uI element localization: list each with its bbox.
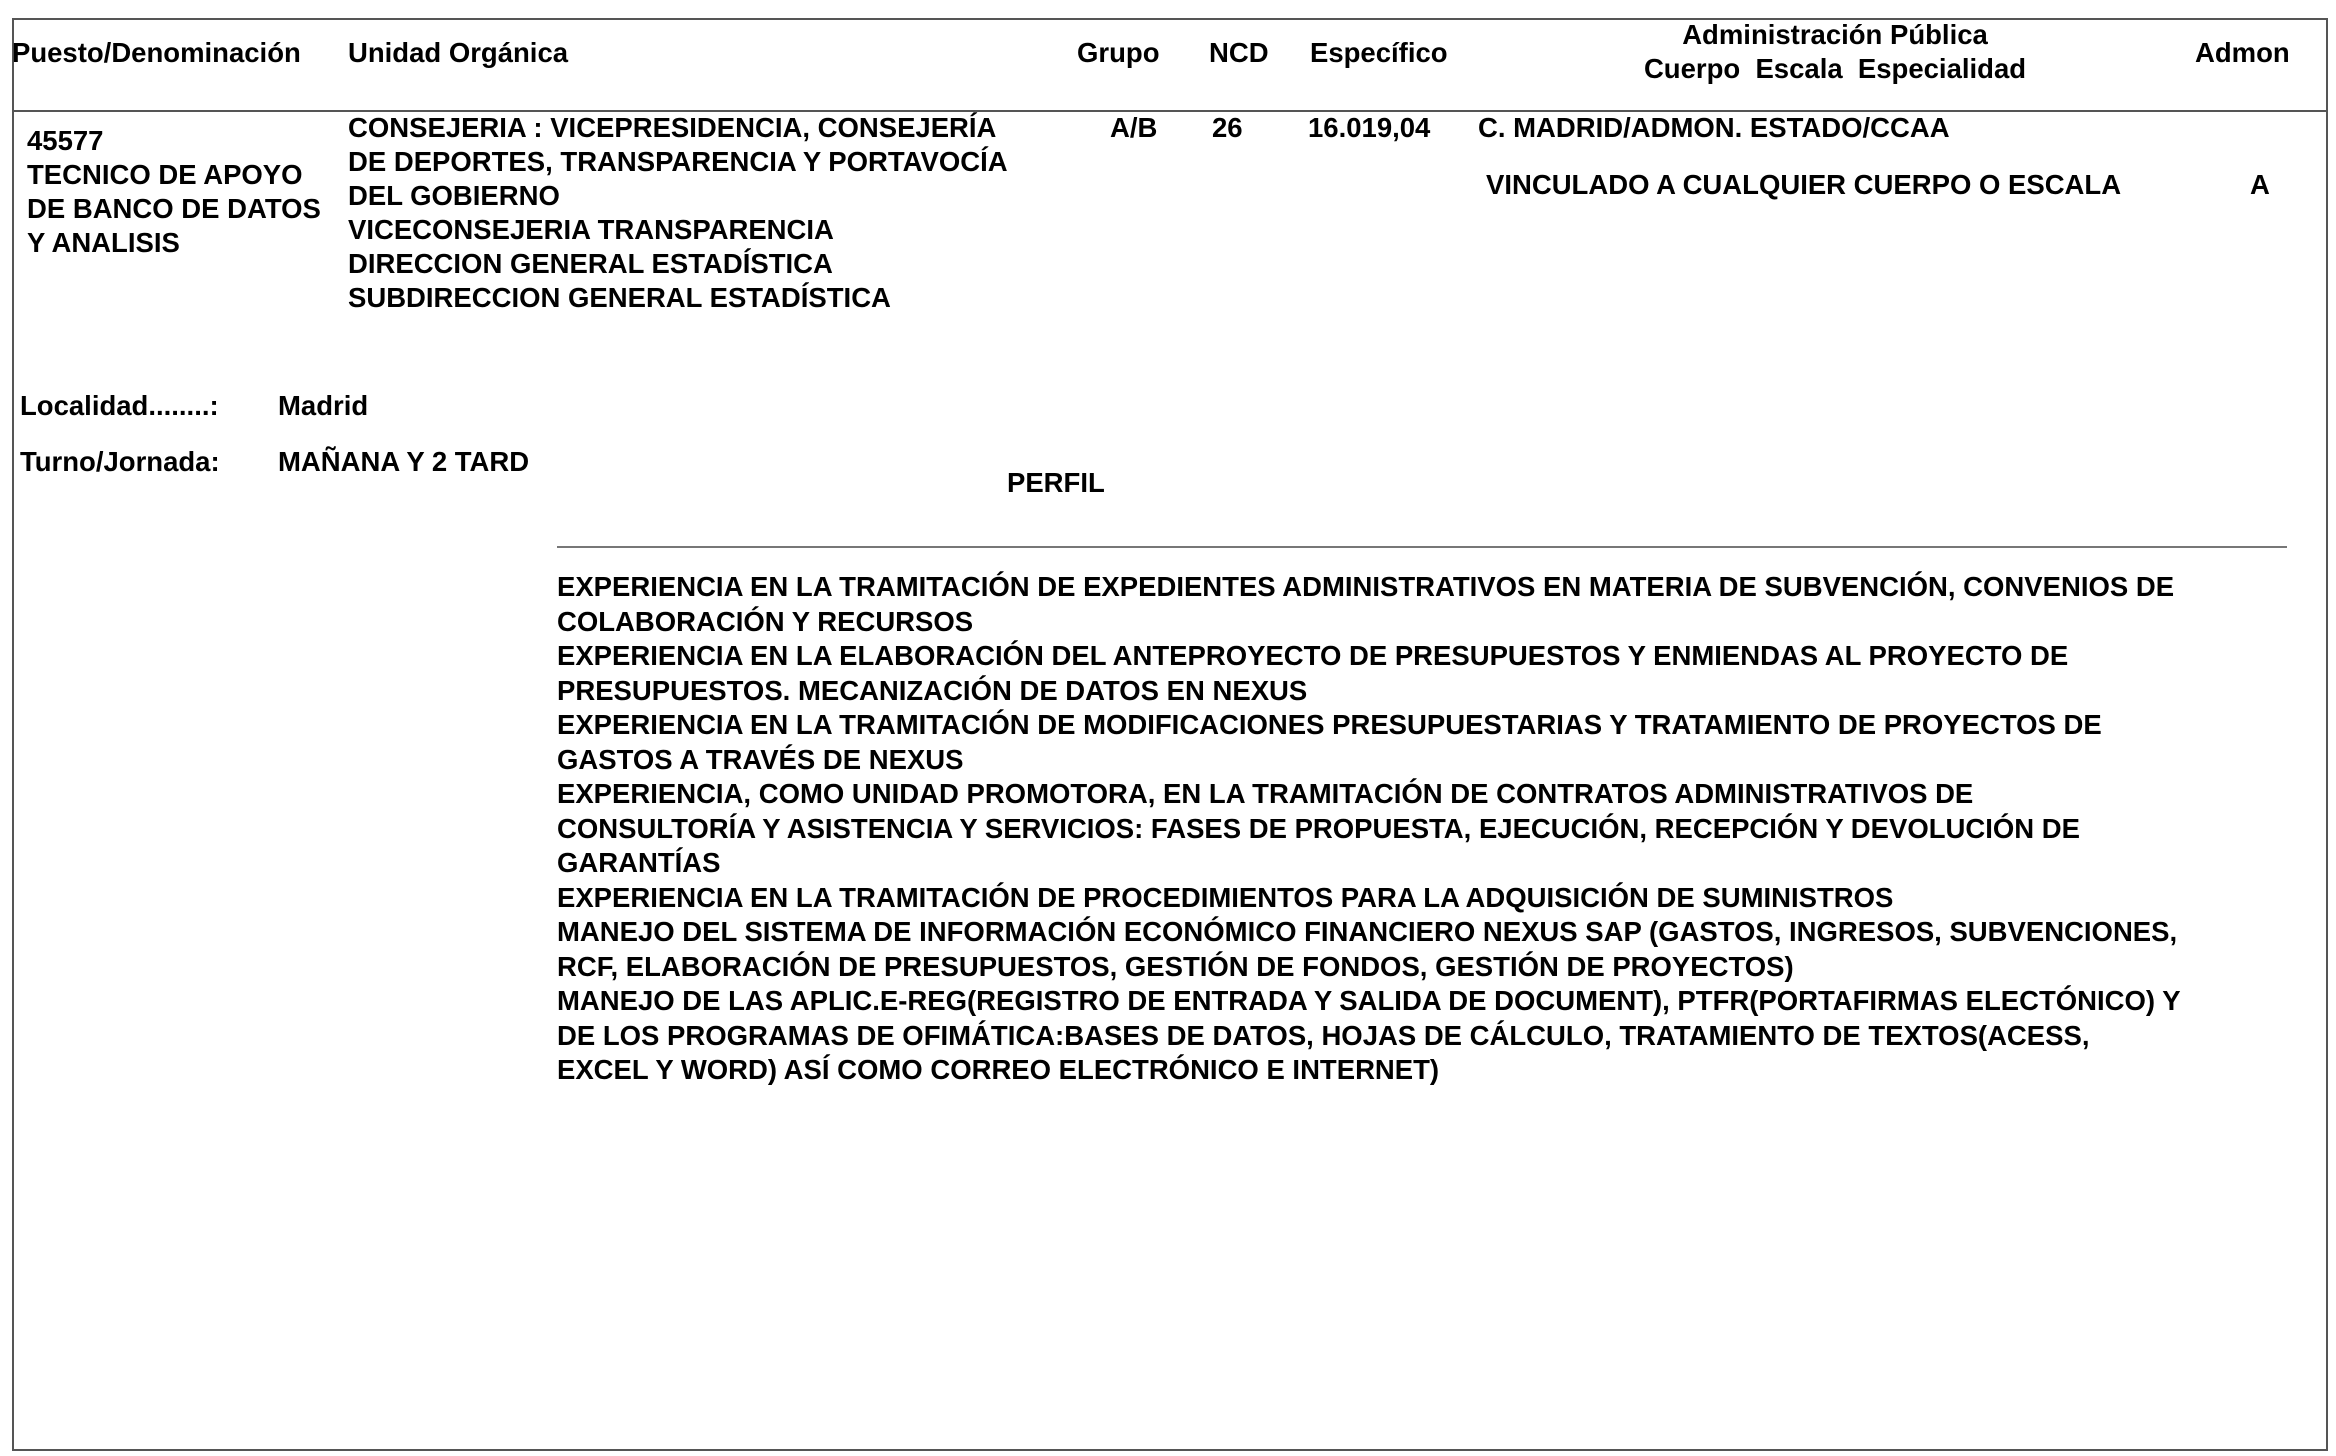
perfil-line: GASTOS A TRAVÉS DE NEXUS — [557, 743, 964, 775]
record-denominacion-line: DE BANCO DE DATOS — [27, 193, 321, 224]
perfil-line: EXPERIENCIA EN LA TRAMITACIÓN DE PROCEDIMIENTOS PARA LA ADQUISICIÓN DE SUMINISTROS — [557, 881, 1894, 913]
perfil-divider — [557, 546, 2287, 548]
record-ncd: 26 — [1212, 112, 1243, 143]
perfil-line: EXPERIENCIA, COMO UNIDAD PROMOTORA, EN LA TRAMITACIÓN DE CONTRATOS ADMINISTRATIVOS DE — [557, 778, 1974, 809]
perfil-line: EXPERIENCIA EN LA TRAMITACIÓN DE EXPEDIENTES ADMINISTRATIVOS EN MATERIA DE SUBVENCIÓN, CONVENIOS DE — [557, 571, 2175, 602]
perfil-line: GARANTÍAS — [557, 847, 721, 878]
record-grupo: A/B — [1110, 112, 1158, 143]
perfil-list — [557, 570, 2181, 1088]
record-codigo: 45577 — [27, 125, 104, 156]
record-administracion: C. MADRID/ADMON. ESTADO/CCAA — [1478, 112, 1950, 143]
record-unidad-line: DE DEPORTES, TRANSPARENCIA Y PORTAVOCÍA — [348, 146, 1008, 177]
record-admon: A — [2250, 169, 2270, 200]
perfil-line: MANEJO DEL SISTEMA DE INFORMACIÓN ECONÓMICO FINANCIERO NEXUS SAP (GASTOS, INGRESOS, SUBVENCIONES, — [557, 916, 2178, 947]
record-unidad-line: SUBDIRECCION GENERAL ESTADÍSTICA — [348, 282, 891, 313]
header-grupo: Grupo — [1077, 37, 1160, 68]
header-especifico: Específico — [1310, 37, 1448, 68]
record-cuerpo: VINCULADO A CUALQUIER CUERPO O ESCALA — [1486, 169, 2122, 200]
turno-value: MAÑANA Y 2 TARD — [278, 446, 530, 477]
perfil-line: DE LOS PROGRAMAS DE OFIMÁTICA:BASES DE DATOS, HOJAS DE CÁLCULO, TRATAMIENTO DE TEXTOS(ACESS, — [557, 1019, 2090, 1051]
localidad-label: Localidad........: — [20, 390, 219, 421]
turno-label: Turno/Jornada: — [20, 446, 220, 477]
perfil-line: COLABORACIÓN Y RECURSOS — [557, 605, 974, 637]
perfil-title: PERFIL — [1007, 467, 1105, 498]
perfil-line: MANEJO DE LAS APLIC.E-REG(REGISTRO DE ENTRADA Y SALIDA DE DOCUMENT), PTFR(PORTAFIRMAS ELECTÓNICO) Y — [557, 985, 2181, 1016]
localidad-value: Madrid — [278, 390, 369, 421]
perfil-line: CONSULTORÍA Y ASISTENCIA Y SERVICIOS: FASES DE PROPUESTA, EJECUCIÓN, RECEPCIÓN Y DEVOLUCIÓN DE — [557, 812, 2080, 844]
record-especifico: 16.019,04 — [1308, 112, 1431, 143]
header-ncd: NCD — [1209, 37, 1269, 68]
header-admin-sub: Cuerpo Escala Especialidad — [1643, 53, 2027, 84]
header-unidad: Unidad Orgánica — [348, 37, 569, 68]
record-denominacion-line: TECNICO DE APOYO — [27, 159, 303, 190]
header-admon: Admon — [2195, 37, 2290, 68]
perfil-line: EXCEL Y WORD) ASÍ COMO CORREO ELECTRÓNICO E INTERNET) — [557, 1054, 1440, 1085]
perfil-line: PRESUPUESTOS. MECANIZACIÓN DE DATOS EN NEXUS — [557, 674, 1308, 706]
perfil-line: RCF, ELABORACIÓN DE PRESUPUESTOS, GESTIÓN DE FONDOS, GESTIÓN DE PROYECTOS) — [557, 950, 1794, 982]
record-unidad-line: VICECONSEJERIA TRANSPARENCIA — [348, 214, 834, 245]
record-unidad-line: DIRECCION GENERAL ESTADÍSTICA — [348, 248, 833, 279]
record-puesto — [27, 124, 321, 260]
header-admin-title: Administración Pública — [1682, 19, 1988, 50]
perfil-line: EXPERIENCIA EN LA ELABORACIÓN DEL ANTEPROYECTO DE PRESUPUESTOS Y ENMIENDAS AL PROYECTO DE — [557, 640, 2069, 671]
header-puesto: Puesto/Denominación — [12, 37, 301, 68]
perfil-line: EXPERIENCIA EN LA TRAMITACIÓN DE MODIFICACIONES PRESUPUESTARIAS Y TRATAMIENTO DE PROYECTOS DE — [557, 709, 2102, 740]
record-unidad — [348, 111, 1008, 315]
record-denominacion-line: Y ANALISIS — [27, 227, 180, 258]
record-unidad-line: DEL GOBIERNO — [348, 180, 560, 211]
record-unidad-line: CONSEJERIA : VICEPRESIDENCIA, CONSEJERÍA — [348, 112, 997, 143]
